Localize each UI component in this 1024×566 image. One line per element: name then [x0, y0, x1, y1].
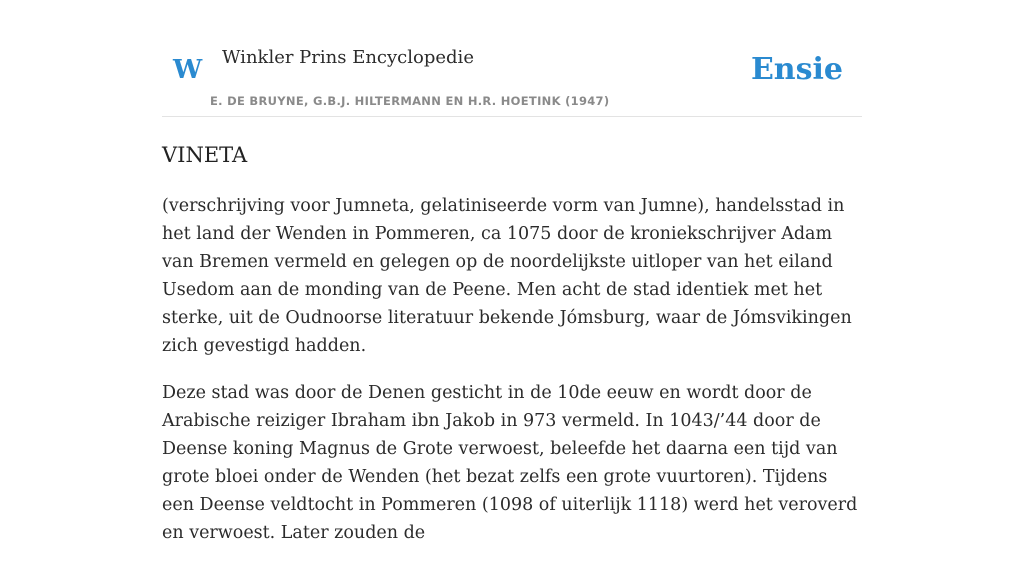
publication-title[interactable]: Winkler Prins Encyclopedie	[222, 47, 474, 68]
ensie-brand-link[interactable]: Ensie	[750, 52, 843, 87]
article-paragraph: Deze stad was door de Denen gesticht in de 10de eeuw en wordt door de Arabische reiziger Ibraham ibn Jakob in 973 vermeld. In 1043/’44 door de Deense koning Magnus de Grote verwoest, beleefde het daarna een tijd van grote bloei onder de Wenden (het bezat zelfs een grote vuurtoren). Tijdens een Deense veldtocht in Pommeren (1098 of uiterlijk 1118) werd het veroverd en verwoest. Later zouden de	[162, 383, 858, 543]
article-body	[162, 192, 862, 566]
article-paragraph: (verschrijving voor Jumneta, gelatiniseerde vorm van Jumne), handelsstad in het land der Wenden in Pommeren, ca 1075 door de kroniekschrijver Adam van Bremen vermeld en gelegen op de noordelijkste uitloper van het eiland Usedom aan de monding van de Peene. Men acht de stad identiek met het sterke, uit de Oudnoorse literatuur bekende Jómsburg, waar de Jómsvikingen zich gevestigd hadden.	[162, 196, 852, 356]
article-title: VINETA	[162, 143, 248, 167]
page-header	[162, 0, 862, 117]
publication-authors: E. DE BRUYNE, G.B.J. HILTERMANN EN H.R. HOETINK (1947)	[210, 94, 610, 108]
publication-logo-icon[interactable]: W	[173, 55, 203, 85]
